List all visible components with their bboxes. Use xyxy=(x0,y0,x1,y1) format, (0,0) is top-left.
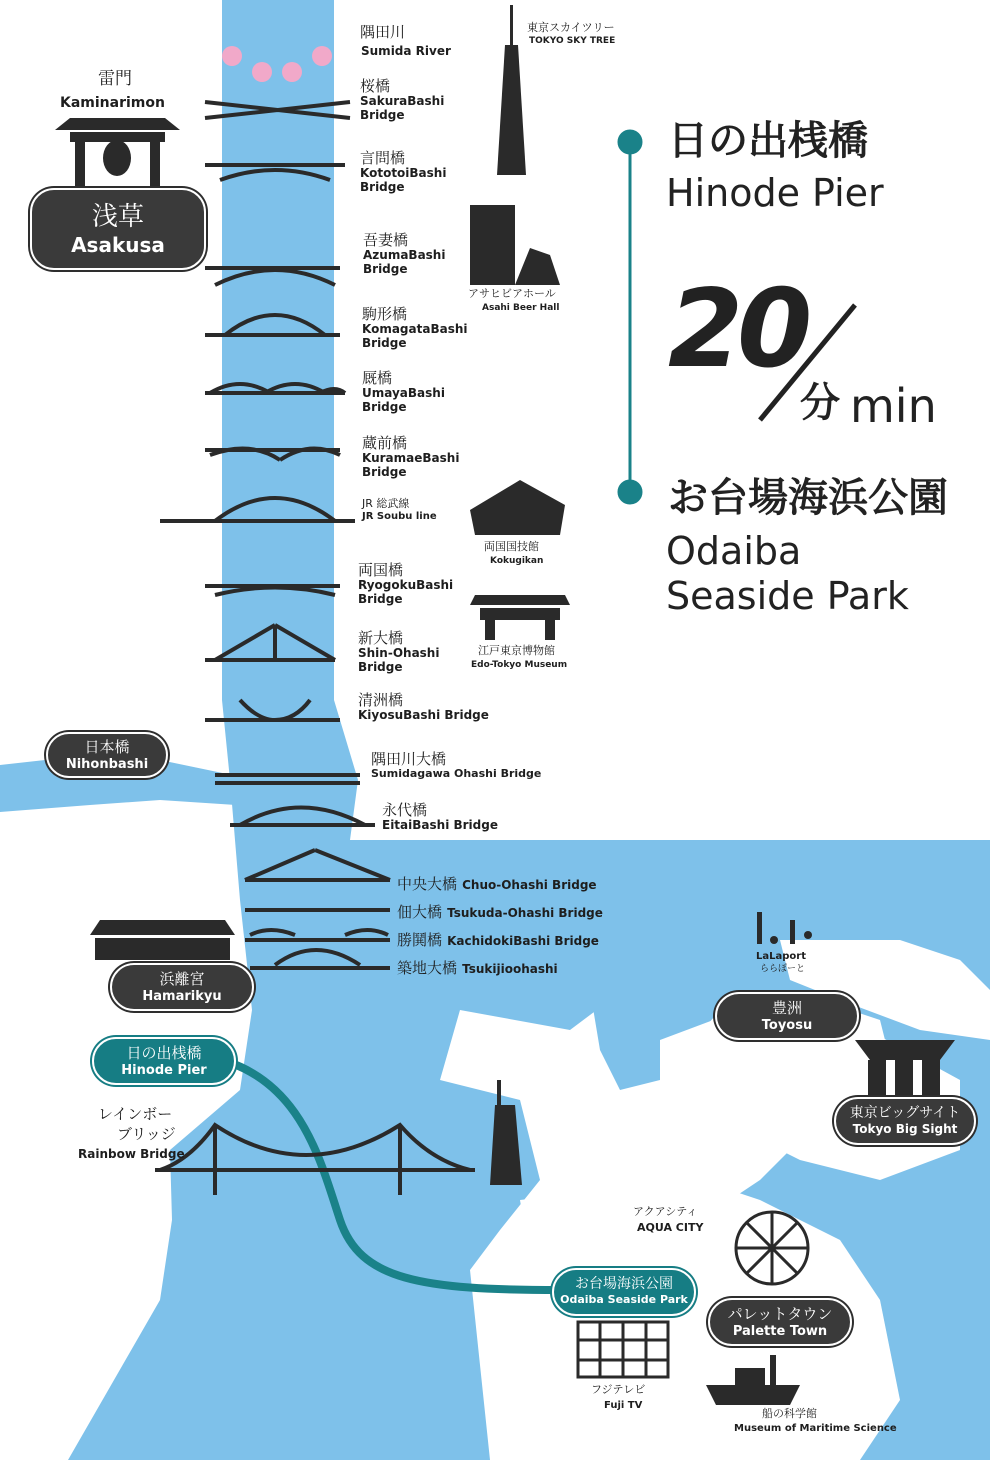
asakusa-label-en: Asakusa xyxy=(71,233,165,257)
bigsight-label-en: Tokyo Big Sight xyxy=(852,1122,958,1136)
bridge-label: 厩橋 UmayaBashi Bridge xyxy=(362,369,445,415)
route-to-jp: お台場海浜公園 xyxy=(668,475,948,521)
nihonbashi-badge[interactable] xyxy=(46,732,168,778)
kokugikan-label-jp: 両国国技館 xyxy=(484,540,539,553)
odaiba-label-jp: お台場海浜公園 xyxy=(575,1276,673,1292)
route-timeline xyxy=(618,130,642,504)
route-to-en-line1: Odaiba xyxy=(666,529,802,573)
river-label-en: Sumida River xyxy=(361,44,451,58)
skytree-icon xyxy=(497,5,526,175)
edo-tokyo-museum-icon xyxy=(470,595,570,640)
kaminarimon-label-en: Kaminarimon xyxy=(60,95,165,111)
route-duration-unit-jp: 分 xyxy=(800,380,840,426)
hamarikyu-label-jp: 浜離宮 xyxy=(159,970,205,988)
river-label-jp: 隅田川 xyxy=(360,23,406,41)
bridge-label: JR 総武線 JR Soubu line xyxy=(362,497,437,522)
bridge-label: 言問橋 KototoiBashi Bridge xyxy=(360,149,447,195)
bridge-label: 吾妻橋 AzumaBashi Bridge xyxy=(363,231,446,277)
hamarikyu-building-icon xyxy=(90,920,235,960)
fujitv-label-en: Fuji TV xyxy=(604,1400,643,1411)
aquacity-label-jp: アクアシティ xyxy=(633,1205,698,1218)
asakusa-label-jp: 浅草 xyxy=(91,202,144,232)
bridge-label: 永代橋 EitaiBashi Bridge xyxy=(382,801,498,833)
hinode-pier-badge[interactable] xyxy=(92,1037,236,1085)
palette-label-jp: パレットタウン xyxy=(727,1305,833,1323)
rainbow-label-en: Rainbow Bridge xyxy=(78,1147,185,1161)
palette-label-en: Palette Town xyxy=(732,1324,828,1339)
asahi-beer-hall-icon xyxy=(470,205,560,285)
kokugikan-label-en: Kokugikan xyxy=(490,556,544,566)
bridge-label: 清洲橋 KiyosuBashi Bridge xyxy=(358,691,489,723)
aquacity-label-en: AQUA CITY xyxy=(637,1221,704,1234)
rainbow-label-jp1: レインボー xyxy=(98,1105,173,1123)
hinode-label-jp: 日の出桟橋 xyxy=(126,1044,202,1062)
toyosu-label-en: Toyosu xyxy=(761,1018,813,1033)
bigsight-badge[interactable] xyxy=(834,1097,976,1145)
route-from-jp: 日の出桟橋 xyxy=(668,118,868,164)
edo-label-jp: 江戸東京博物館 xyxy=(478,644,555,657)
ferris-wheel-icon xyxy=(736,1212,808,1284)
edo-label-en: Edo-Tokyo Museum xyxy=(471,660,568,670)
bridge-label: 新大橋 Shin-Ohashi Bridge xyxy=(358,629,440,675)
nihonbashi-label-jp: 日本橋 xyxy=(84,738,130,756)
kaminarimon-icon xyxy=(55,118,180,187)
bridge-label: 勝鬨橋 KachidokiBashi Bridge xyxy=(397,931,599,949)
asahi-label-en: Asahi Beer Hall xyxy=(482,303,560,313)
rainbow-label-jp2: ブリッジ xyxy=(117,1125,176,1143)
hamarikyu-badge[interactable] xyxy=(110,963,254,1011)
fujitv-label-jp: フジテレビ xyxy=(591,1383,646,1396)
hinode-label-en: Hinode Pier xyxy=(121,1063,207,1078)
odaiba-badge[interactable] xyxy=(552,1268,696,1316)
skytree-label-jp: 東京スカイツリー xyxy=(527,21,615,34)
lalaport-label-en: LaLaport xyxy=(756,951,806,962)
tokyo-big-sight-icon xyxy=(855,1040,955,1095)
asakusa-badge[interactable] xyxy=(30,188,206,270)
bridge-label: 佃大橋 Tsukuda-Ohashi Bridge xyxy=(397,903,603,921)
bridge-label: 駒形橋 KomagataBashi Bridge xyxy=(362,305,468,351)
palette-town-badge[interactable] xyxy=(708,1298,852,1346)
maritime-label-en: Museum of Maritime Science xyxy=(734,1423,897,1434)
bridge-label: 両国橋 RyogokuBashi Bridge xyxy=(358,561,454,607)
maritime-label-jp: 船の科学館 xyxy=(762,1407,817,1420)
skytree-label-en: TOKYO SKY TREE xyxy=(529,36,616,46)
bridge-label: 蔵前橋 KuramaeBashi Bridge xyxy=(362,434,460,480)
kokugikan-icon xyxy=(470,480,565,535)
route-from-en: Hinode Pier xyxy=(666,171,884,215)
bigsight-label-jp: 東京ビッグサイト xyxy=(849,1105,961,1121)
odaiba-label-en: Odaiba Seaside Park xyxy=(560,1293,688,1306)
route-duration-value: 20 xyxy=(668,267,807,392)
kaminarimon-label-jp: 雷門 xyxy=(98,69,132,89)
bridge-label: 築地大橋 Tsukijioohashi xyxy=(397,959,558,977)
route-to-en-line2: Seaside Park xyxy=(666,574,909,618)
toyosu-label-jp: 豊洲 xyxy=(771,999,802,1017)
bridge-label: 桜橋 SakuraBashi Bridge xyxy=(360,77,445,123)
bridge-label: 中央大橋 Chuo-Ohashi Bridge xyxy=(397,875,597,893)
route-duration-unit-en: min xyxy=(850,379,937,433)
nihonbashi-label-en: Nihonbashi xyxy=(65,757,149,772)
lalaport-label-jp: ららぽーと xyxy=(760,964,806,974)
toyosu-badge[interactable] xyxy=(715,992,859,1040)
bridge-label: 隅田川大橋 Sumidagawa Ohashi Bridge xyxy=(371,750,542,781)
hamarikyu-label-en: Hamarikyu xyxy=(142,989,222,1004)
asahi-label-jp: アサヒビアホール xyxy=(468,287,556,300)
